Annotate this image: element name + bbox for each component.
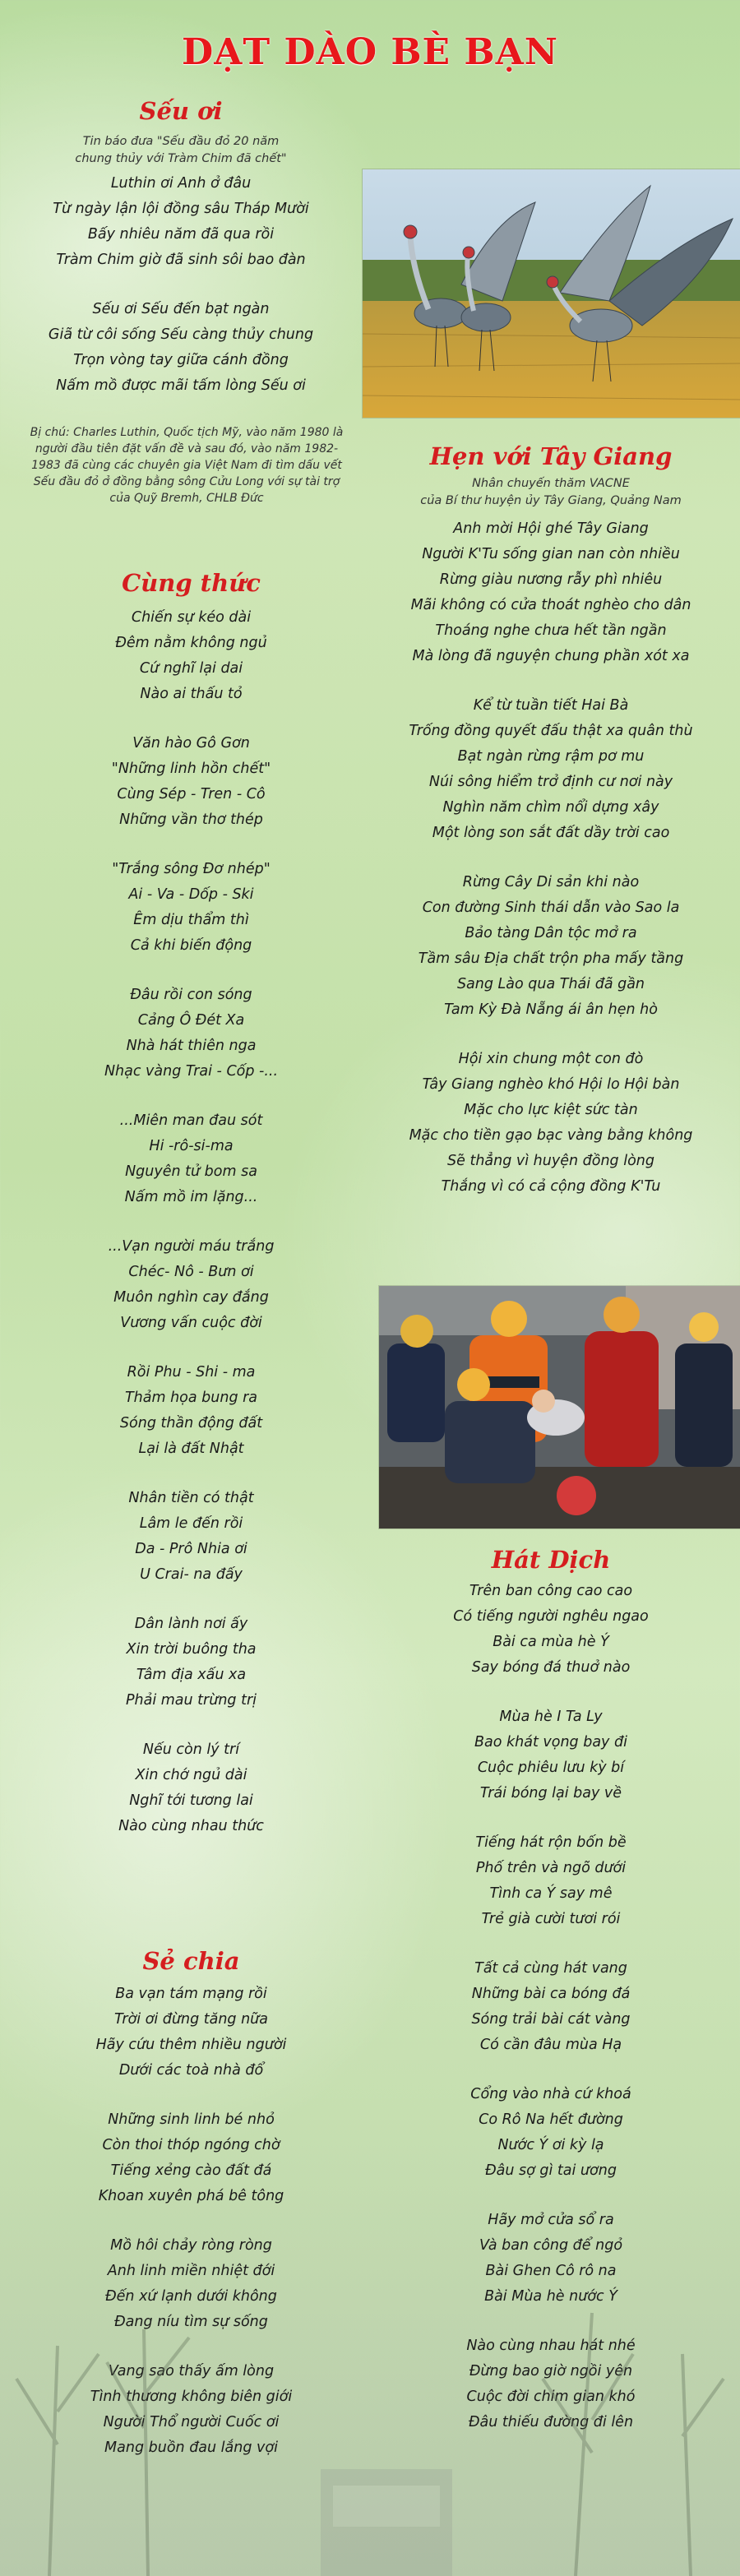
- verse-line: Nguyên tử bom sa: [125, 1163, 257, 1180]
- verse-line: Thắng vì có cả cộng đồng K'Tu: [441, 1178, 661, 1195]
- verse-line: Nấm mồ được mãi tấm lòng Sếu ơi: [56, 377, 306, 394]
- verse-line: Tràm Chim giờ đã sinh sôi bao đàn: [56, 252, 306, 268]
- stanza: [362, 1579, 740, 1681]
- verse-line: Hi -rô-si-ma: [149, 1138, 234, 1154]
- verse-line: Lâm le đến rồi: [139, 1515, 243, 1532]
- verse-line: Mặc cho lực kiệt sức tàn: [464, 1102, 638, 1118]
- verse-line: Phố trên và ngõ dưới: [475, 1860, 627, 1876]
- stanza: [362, 1047, 740, 1200]
- verse-line: Ai - Va - Dốp - Ski: [128, 886, 254, 903]
- verse-line: Nào ai thấu tỏ: [140, 686, 243, 702]
- verse-line: Nào cùng nhau thức: [118, 1818, 264, 1834]
- poem-hen-voi-tay-giang: [362, 442, 740, 1200]
- verse-line: Muôn nghìn cay đắng: [113, 1289, 269, 1306]
- stanza: [362, 1704, 740, 1806]
- verse-line: Trời ơi đừng tăng nữa: [113, 2011, 268, 2028]
- verse-line: Sóng thần động đất: [119, 1415, 263, 1431]
- verse-line: Nấm mồ im lặng...: [124, 1189, 258, 1205]
- verse-line: Thảm họa bung ra: [124, 1390, 258, 1406]
- verse-line: Văn hào Gô Gơn: [132, 735, 250, 752]
- verse-line: Đêm nằm không ngủ: [115, 635, 267, 651]
- subtitle-line: của Bí thư huyện ủy Tây Giang, Quảng Nam: [420, 494, 682, 507]
- note-line: Sếu đầu đỏ ở đồng bằng sông Cửu Long với sự tài trợ: [33, 475, 340, 488]
- stanza: [0, 1982, 382, 2083]
- verse-line: Đâu sợ gì tai ương: [485, 2162, 617, 2179]
- note-line: Bị chú: Charles Luthin, Quốc tịch Mỹ, vào năm 1980 là: [30, 426, 344, 439]
- verse-line: Vương vấn cuộc đời: [120, 1315, 262, 1331]
- stanza: [0, 1612, 382, 1713]
- verse-line: Cảng Ô Đét Xa: [137, 1012, 245, 1029]
- verse-line: Xin trời buông tha: [126, 1641, 257, 1658]
- stanza: [0, 297, 362, 399]
- verse-line: Từ ngày lận lội đồng sâu Tháp Mười: [53, 201, 309, 217]
- stanza: [0, 857, 382, 959]
- verse-line: Bao khát vọng bay đi: [474, 1734, 627, 1750]
- subtitle-line: Nhân chuyến thăm VACNE: [472, 477, 630, 490]
- verse-line: Tiếng xẻng cào đất đá: [110, 2162, 272, 2179]
- verse-line: Nào cùng nhau hát nhé: [466, 2338, 636, 2354]
- verse-line: Núi sông hiểm trở định cư nơi này: [428, 774, 673, 790]
- verse-line: Những bài ca bóng đá: [471, 1986, 631, 2002]
- verse-line: Bài Ghen Cô rô na: [485, 2263, 617, 2279]
- stanza: [0, 1234, 382, 1336]
- stanza: [362, 1956, 740, 2058]
- verse-line: Phải mau trừng trị: [125, 1692, 257, 1709]
- verse-line: Đang níu tìm sự sống: [114, 2314, 268, 2330]
- verse-line: Mà lòng đã nguyện chung phần xót xa: [412, 648, 690, 664]
- stanza: [362, 2082, 740, 2184]
- verse-line: "Trắng sông Đơ nhép": [112, 861, 271, 877]
- verse-line: Nghìn năm chìm nổi dựng xây: [442, 799, 659, 816]
- subtitle-line: Tin báo đưa "Sếu đầu đỏ 20 năm: [82, 135, 280, 148]
- verse-line: Trọn vòng tay giữa cánh đồng: [73, 352, 289, 368]
- poem-title: Hát Dịch: [491, 1546, 611, 1574]
- verse-line: Nhà hát thiên nga: [126, 1038, 257, 1054]
- verse-line: Giã từ côi sống Sếu càng thủy chung: [48, 326, 314, 343]
- verse-line: Nhạc vàng Trai - Cốp -...: [104, 1063, 279, 1080]
- verse-line: Đâu thiếu đường đi lên: [468, 2414, 634, 2430]
- poem-subtitle: [362, 475, 740, 510]
- verse-line: Tâm địa xấu xa: [136, 1667, 247, 1683]
- verse-line: Tầm sâu Địa chất trộn pha mấy tầng: [418, 950, 684, 967]
- poem-se-chia: [0, 1947, 382, 2461]
- verse-line: Người Thổ người Cuốc ơi: [103, 2414, 280, 2430]
- stanza: [0, 1108, 382, 1210]
- verse-line: Tình thương không biên giới: [90, 2389, 293, 2405]
- verse-line: Anh mời Hội ghé Tây Giang: [453, 520, 649, 537]
- verse-line: Cuộc phiêu lưu kỳ bí: [477, 1760, 625, 1776]
- verse-line: Nếu còn lý trí: [142, 1741, 240, 1758]
- poem-note: [10, 424, 363, 506]
- verse-line: Mãi không có cửa thoát nghèo cho dân: [410, 597, 691, 613]
- verse-line: Mang buồn đau lắng vợi: [104, 2440, 278, 2456]
- stanza: [0, 2233, 382, 2335]
- verse-line: Bảo tàng Dân tộc mở ra: [465, 925, 637, 941]
- stanza: [362, 2333, 740, 2435]
- stanza: [0, 2359, 382, 2461]
- poem-title: Cùng thức: [122, 569, 261, 597]
- verse-line: ...Miên man đau sót: [119, 1112, 263, 1129]
- stanza: [0, 171, 362, 273]
- poem-title: Sếu ơi: [139, 97, 223, 125]
- verse-line: Sẽ thẳng vì huyện đồng lòng: [447, 1153, 654, 1169]
- verse-line: Luthin ơi Anh ở đâu: [110, 175, 252, 192]
- verse-line: Trái bóng lại bay về: [479, 1785, 622, 1801]
- verse-line: Mồ hôi chảy ròng ròng: [110, 2237, 272, 2254]
- verse-line: Cùng Sép - Tren - Cô: [117, 786, 266, 802]
- rescue-photo: [378, 1285, 740, 1529]
- verse-line: Bài ca mùa hè Ý: [493, 1634, 609, 1650]
- poem-cung-thuc: [0, 569, 382, 1839]
- stanza: [0, 731, 382, 833]
- verse-line: Lại là đất Nhật: [138, 1441, 244, 1457]
- verse-line: Dân lành nơi ấy: [134, 1616, 248, 1632]
- stanza: [362, 2208, 740, 2310]
- verse-line: Những sinh linh bé nhỏ: [108, 2111, 275, 2128]
- note-line: 1983 đã cùng các chuyên gia Việt Nam đi tìm dấu vết: [31, 459, 342, 472]
- verse-line: Ba vạn tám mạng rồi: [115, 1986, 267, 2002]
- verse-line: Co Rô Na hết đường: [479, 2111, 623, 2128]
- verse-line: Tây Giang nghèo khó Hội lo Hội bàn: [422, 1076, 680, 1093]
- verse-line: Êm dịu thẩm thì: [133, 912, 249, 928]
- stanza: [0, 1486, 382, 1588]
- poem-subtitle: [0, 133, 362, 168]
- verse-line: Người K'Tu sống gian nan còn nhiều: [422, 546, 680, 562]
- verse-line: Sang Lào qua Thái đã gần: [456, 976, 645, 992]
- stanza: [362, 693, 740, 846]
- verse-line: Những vần thơ thép: [119, 812, 263, 828]
- verse-line: Thoáng nghe chưa hết tần ngần: [435, 622, 667, 639]
- verse-line: ...Vạn người máu trắng: [108, 1238, 275, 1255]
- verse-line: U Crai- na đấy: [140, 1566, 243, 1583]
- poem-title: Hẹn với Tây Giang: [429, 442, 673, 470]
- verse-line: Cổng vào nhà cứ khoá: [470, 2086, 631, 2102]
- verse-line: Nước Ý ơi kỳ lạ: [497, 2137, 604, 2153]
- verse-line: Bấy nhiêu năm đã qua rồi: [87, 226, 275, 243]
- poem-title: Sẻ chia: [142, 1947, 240, 1975]
- verse-line: Cuộc đời chim gian khó: [466, 2389, 636, 2405]
- verse-line: Khoan xuyên phá bê tông: [98, 2188, 284, 2204]
- verse-line: Vang sao thấy ấm lòng: [108, 2363, 275, 2379]
- verse-line: Cứ nghĩ lại dai: [139, 660, 243, 677]
- verse-line: Mùa hè I Ta Ly: [499, 1709, 603, 1725]
- verse-line: Cả khi biến động: [130, 937, 252, 954]
- verse-line: Tất cả cùng hát vang: [474, 1960, 627, 1977]
- stanza: [0, 1360, 382, 1462]
- verse-line: Hãy mở cửa sổ ra: [488, 2212, 614, 2228]
- verse-line: Trống đồng quyết đấu thật xa quân thù: [409, 723, 693, 739]
- note-line: của Quỹ Bremh, CHLB Đức: [109, 492, 264, 505]
- stanza: [0, 2107, 382, 2209]
- stanza: [0, 983, 382, 1085]
- stanza: [362, 870, 740, 1023]
- verse-line: Bài Mùa hè nước Ý: [484, 2288, 617, 2305]
- verse-line: Chéc- Nô - Bưn ơi: [128, 1264, 254, 1280]
- verse-line: Rừng giàu nương rẫy phì nhiêu: [439, 571, 663, 588]
- stanza: [362, 516, 740, 669]
- verse-line: Say bóng đá thuở nào: [471, 1659, 631, 1676]
- verse-line: Có tiếng người nghêu ngao: [453, 1608, 649, 1625]
- verse-line: Rồi Phu - Shi - ma: [127, 1364, 256, 1380]
- verse-line: Mặc cho tiền gạo bạc vàng bằng không: [409, 1127, 693, 1144]
- subtitle-line: chung thủy với Tràm Chim đã chết": [75, 152, 287, 165]
- verse-line: Sếu ơi Sếu đến bạt ngàn: [92, 301, 270, 317]
- verse-line: Bạt ngàn rừng rậm pơ mu: [457, 748, 645, 765]
- stanza: [0, 1737, 382, 1839]
- poem-hat-dich: [362, 1546, 740, 2435]
- verse-line: Nghĩ tới tương lai: [129, 1792, 253, 1809]
- verse-line: Trên ban công cao cao: [469, 1583, 633, 1599]
- cranes-photo: [362, 169, 740, 419]
- verse-line: Còn thoi thóp ngóng chờ: [102, 2137, 280, 2153]
- verse-line: Đến xứ lạnh dưới không: [105, 2288, 277, 2305]
- verse-line: Rừng Cây Di sản khi nào: [462, 874, 640, 890]
- verse-line: Nhân tiền có thật: [128, 1490, 254, 1506]
- note-line: người đầu tiên đặt vấn đề và sau đó, vào năm 1982-: [35, 442, 339, 456]
- verse-line: Hãy cứu thêm nhiều người: [95, 2037, 287, 2053]
- verse-line: Anh linh miền nhiệt đới: [107, 2263, 275, 2279]
- verse-line: Có cần đâu mùa Hạ: [479, 2037, 622, 2053]
- verse-line: Con đường Sinh thái dẫn vào Sao la: [422, 900, 680, 916]
- verse-line: Trẻ già cười tươi rói: [481, 1911, 621, 1927]
- verse-line: Tiếng hát rộn bốn bề: [475, 1834, 627, 1851]
- verse-line: Xin chớ ngủ dài: [135, 1767, 247, 1783]
- verse-line: "Những linh hồn chết": [111, 761, 271, 777]
- verse-line: Hội xin chung một con đò: [458, 1051, 644, 1067]
- verse-line: Và ban công để ngỏ: [479, 2237, 623, 2254]
- poem-seu-oi: [0, 97, 362, 399]
- verse-line: Chiến sự kéo dài: [131, 609, 252, 626]
- verse-line: Một lòng son sắt đất dầy trời cao: [432, 825, 670, 841]
- verse-line: Tình ca Ý say mê: [489, 1885, 613, 1902]
- verse-line: Dưới các toà nhà đổ: [118, 2062, 264, 2079]
- verse-line: Tam Kỳ Đà Nẵng ái ân hẹn hò: [444, 1001, 658, 1018]
- verse-line: Đâu rồi con sóng: [130, 987, 252, 1003]
- stanza: [362, 1830, 740, 1932]
- page-title: DẠT DÀO BÈ BẠN: [182, 31, 558, 73]
- verse-line: Đừng bao giờ ngồi yên: [469, 2363, 633, 2379]
- verse-line: Sóng trải bài cát vàng: [471, 2011, 631, 2028]
- stanza: [0, 605, 382, 707]
- verse-line: Da - Prô Nhia ơi: [135, 1541, 247, 1557]
- verse-line: Kể từ tuần tiết Hai Bà: [473, 697, 629, 714]
